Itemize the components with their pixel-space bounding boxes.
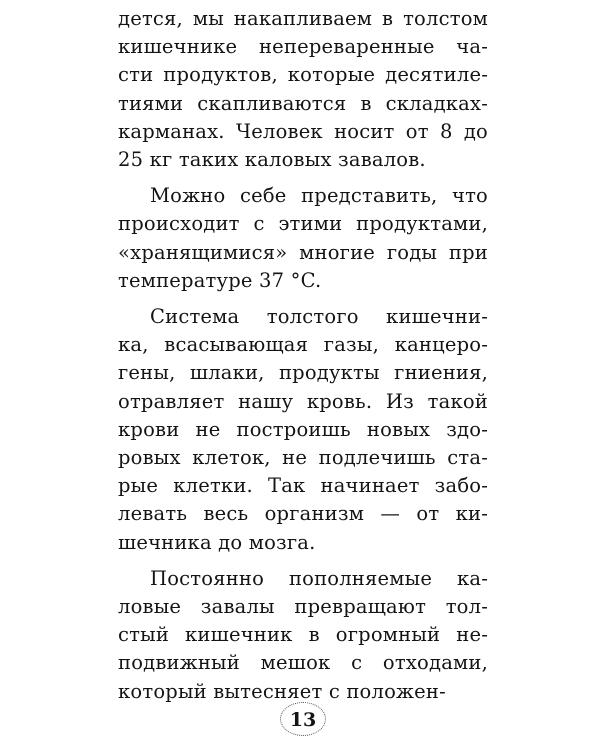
text-line: 25 кг таких каловых завалов. xyxy=(118,148,426,171)
text-line: тиями скапливаются в складках- xyxy=(118,91,488,115)
text-line: левать весь организм — от ки- xyxy=(118,502,488,526)
text-line: гены, шлаки, продукты гниения, xyxy=(118,361,488,385)
paragraph-first-line: Постоянно пополняемые ка- xyxy=(150,566,488,590)
text-line: подвижный мешок с отходами, xyxy=(118,651,488,675)
text-line: дется, мы накапливаем в толстом xyxy=(118,7,488,30)
text-line: ровых клеток, не подлечишь ста- xyxy=(118,446,488,469)
text-line: температуре 37 °C. xyxy=(118,268,322,292)
text-line: «хранящимися» многие годы при xyxy=(118,240,488,264)
text-line: ка, всасывающая газы, канцеро- xyxy=(118,333,488,357)
text-line: рые клетки. Так начинает забо- xyxy=(118,474,488,498)
text-line: стый кишечник в огромный не- xyxy=(118,623,488,647)
text-line: сти продуктов, которые десятиле- xyxy=(118,63,488,87)
text-line: происходит с этими продуктами, xyxy=(118,212,488,236)
text-line: кишечнике непереваренные ча- xyxy=(118,35,488,59)
paragraph-first-line: Можно себе представить, что xyxy=(150,184,488,208)
text-line: крови не построишь новых здо- xyxy=(118,417,488,441)
text-line: шечника до мозга. xyxy=(118,530,316,554)
text-line: отравляет нашу кровь. Из такой xyxy=(118,389,488,413)
paragraph-first-line: Система толстого кишечни- xyxy=(150,305,488,328)
text-line: ловые завалы превращают тол- xyxy=(118,595,488,618)
text-line: карманах. Человек носит от 8 до xyxy=(118,119,488,143)
text-line: который вытесняет с положен- xyxy=(118,679,446,703)
page-number: 13 xyxy=(280,702,326,736)
